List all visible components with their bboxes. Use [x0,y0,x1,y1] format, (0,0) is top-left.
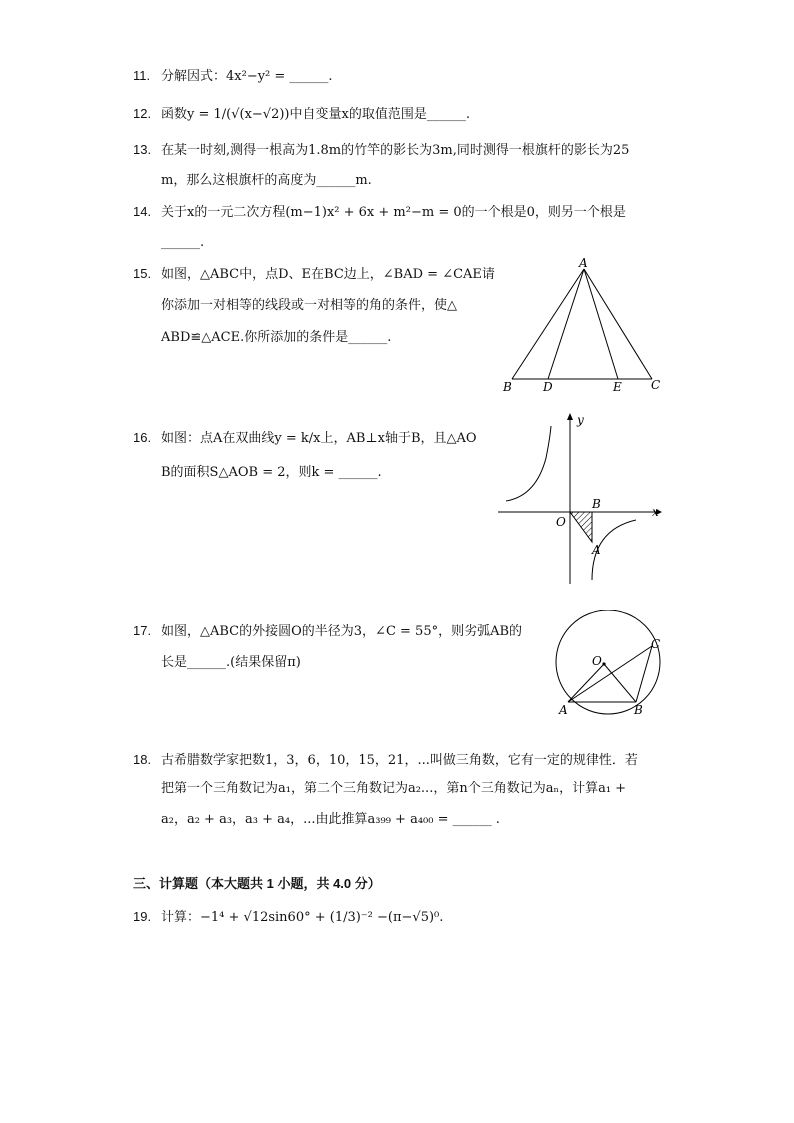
q13-text-1: 在某一时刻,测得一根高为1.8m的竹竿的影长为3m,同时测得一根旗杆的影长为25 [161,143,630,158]
point-C-label: C [651,637,661,651]
q17-line-2: 长是______.(结果保留π) [161,655,301,670]
q12-number: 12. [133,106,152,121]
q15-line-2: 你添加一对相等的线段或一对相等的角的条件，使△ [161,298,457,313]
label-A: A [579,256,588,270]
q13-line [133,140,629,161]
center-O-label: O [592,654,602,668]
q18-line-3: a₂，a₂ + a₃，a₃ + a₄，...由此推算a₃₉₉ + a₄₀₀ = ______ . [161,812,500,827]
q16-line [133,428,477,449]
q18-text-1: 古希腊数学家把数1，3，6，10，15，21，...叫做三角数，它有一定的规律性．若 [161,753,638,768]
q11-number: 11. [133,68,151,83]
label-D: D [543,380,553,394]
q15-line [133,264,495,285]
q17-circle-figure [548,610,668,720]
q19-line [133,907,443,928]
q12-line [133,104,470,125]
q19-text: 计算：−1⁴ + √12sin60° + (1/3)⁻² −(π−√5)⁰. [161,910,444,925]
point-B-label: B [592,497,601,511]
label-C: C [651,378,661,392]
axis-y-label: y [577,413,584,427]
q15-triangle-figure [500,255,670,397]
point-A-label: A [592,543,601,557]
q16-text-1: 如图：点A在双曲线y = k/x上，AB⊥x轴于B，且△AO [161,431,477,446]
point-A-label: A [559,703,568,717]
q15-number: 15. [133,266,152,281]
axis-x-label: x [652,505,659,519]
point-B-label: B [634,703,643,717]
q17-number: 17. [133,623,152,638]
q19-number: 19. [133,909,152,924]
q13-number: 13. [133,142,152,157]
q12-text: 函数y = 1/(√(x−√2))中自变量x的取值范围是______. [161,107,470,122]
q14-text-1: 关于x的一元二次方程(m−1)x² + 6x + m²−m = 0的一个根是0，则另一个根是 [161,205,626,220]
q16-line-2: B的面积S△AOB = 2，则k = ______. [161,465,382,480]
q18-line [133,750,638,771]
label-E: E [613,380,622,394]
q11-text: 分解因式：4x²−y² = ______. [161,69,333,84]
q13-line-2: m，那么这根旗杆的高度为______m. [161,173,372,188]
q18-number: 18. [133,752,152,767]
q15-line-3: ABD≌△ACE.你所添加的条件是______. [161,330,392,345]
q17-line [133,621,522,642]
q17-text-1: 如图，△ABC的外接圆O的半径为3，∠C = 55°，则劣弧AB的 [161,624,523,639]
q18-line-2: 把第一个三角数记为a₁，第二个三角数记为a₂...，第n个三角数记为aₙ，计算a₁ + [161,781,627,796]
label-B: B [503,380,512,394]
origin-label: O [556,515,566,529]
q14-number: 14. [133,204,152,219]
q11-line [133,66,333,87]
q14-line-2: ______. [161,235,205,250]
section-3-heading: 三、计算题（本大题共 1 小题，共 4.0 分） [133,876,381,891]
q14-line [133,202,626,223]
q16-number: 16. [133,430,152,445]
q16-hyperbola-figure [496,408,666,588]
q15-text-1: 如图，△ABC中，点D、E在BC边上，∠BAD = ∠CAE请 [161,267,495,282]
